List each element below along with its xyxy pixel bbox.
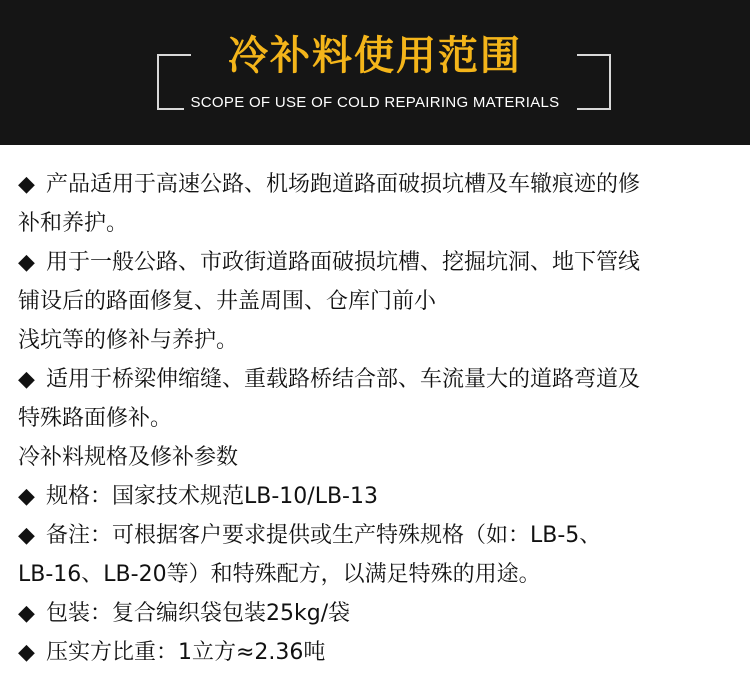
subtitle-text: SCOPE OF USE OF COLD REPAIRING MATERIALS (184, 94, 565, 111)
bullet-icon: ◆ (18, 172, 35, 197)
paragraph-1-text-1: 产品适用于高速公路、机场跑道路面破损坑槽及车辙痕迹的修 (46, 172, 641, 197)
paragraph-1-line-2: 补和养护。 (18, 211, 129, 236)
paragraph-1-line-1 (18, 165, 733, 204)
section-title: 冷补料规格及修补参数 (18, 445, 239, 470)
bullet-icon: ◆ (18, 640, 35, 665)
paragraph-3-text-1: 适用于桥梁伸缩缝、重载路桥结合部、车流量大的道路弯道及 (46, 367, 641, 392)
bullet-icon: ◆ (18, 523, 35, 548)
density-text: 压实方比重：1立方≈2.36吨 (46, 640, 326, 665)
paragraph-2-line-1 (18, 243, 733, 282)
note-line-1 (18, 516, 733, 555)
paragraph-2-line-2: 铺设后的路面修复、井盖周围、仓库门前小 (18, 289, 437, 314)
spec-line (18, 477, 733, 516)
note-text-1: 备注：可根据客户要求提供或生产特殊规格（如：LB-5、 (46, 523, 602, 548)
note-line-2: LB-16、LB-20等）和特殊配方，以满足特殊的用途。 (18, 562, 541, 587)
paragraph-3-line-2: 特殊路面修补。 (18, 406, 173, 431)
bullet-icon: ◆ (18, 601, 35, 626)
spec-text: 规格：国家技术规范LB-10/LB-13 (46, 484, 378, 509)
paragraph-2-text-1: 用于一般公路、市政街道路面破损坑槽、挖掘坑洞、地下管线 (46, 250, 641, 275)
paragraph-3-line-1 (18, 360, 733, 399)
packaging-text: 包装：复合编织袋包装25kg/袋 (46, 601, 351, 626)
bullet-icon: ◆ (18, 367, 35, 392)
bullet-icon: ◆ (18, 484, 35, 509)
paragraph-2-line-3: 浅坑等的修补与养护。 (18, 328, 239, 353)
page-title: 冷补料使用范围 (228, 33, 522, 79)
content-body (18, 165, 733, 672)
header-banner (0, 0, 750, 145)
packaging-line (18, 594, 733, 633)
page-subtitle (0, 92, 750, 114)
density-line (18, 633, 733, 672)
bullet-icon: ◆ (18, 250, 35, 275)
